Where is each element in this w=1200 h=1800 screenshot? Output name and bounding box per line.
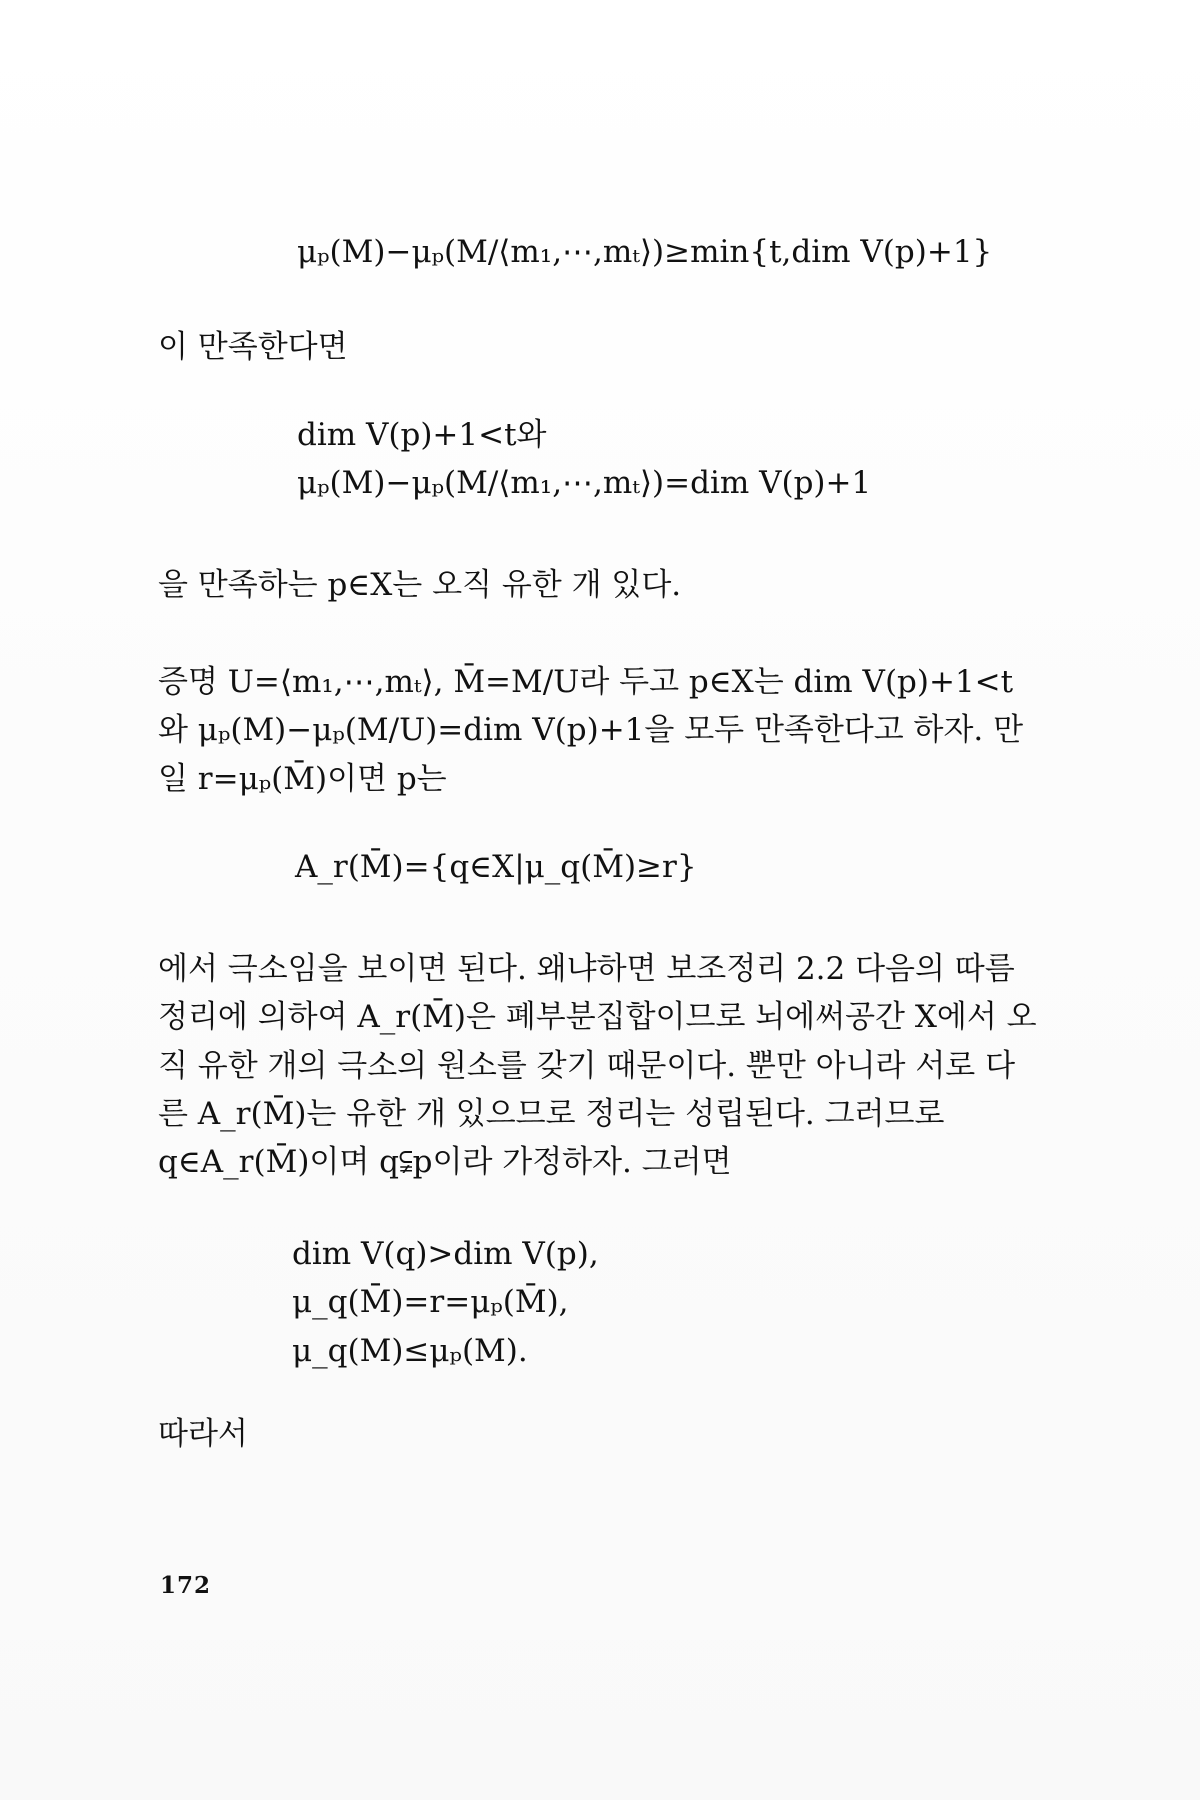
paragraph-2 xyxy=(158,561,1043,609)
equation-1 xyxy=(297,228,992,276)
equation-1-line: μₚ(M)−μₚ(M/⟨m₁,⋯,mₜ⟩)≥min{t,dim V(p)+1} xyxy=(297,234,993,270)
paragraph-4-text: 에서 극소임을 보이면 된다. 왜냐하면 보조정리 2.2 다음의 따름정리에 의하여 A_r(M̄)은 폐부분집합이므로 뇌에써공간 X에서 오직 유한 개의 극소의 원소를 갖기 때문이다. 뿐만 아니라 서로 다른 A_r(M̄)는 유한 개 있으므로 정리는 성립된다. 그러므로 q∈A_r(M̄)이며 q⫋p이라 가정하자. 그러면 xyxy=(158,951,1037,1181)
paragraph-5 xyxy=(158,1410,1043,1458)
equation-4-line-2: μ_q(M̄)=r=μₚ(M̄), xyxy=(292,1284,569,1321)
equation-4 xyxy=(292,1230,599,1375)
equation-2-line-1: dim V(p)+1<t와 xyxy=(297,417,547,453)
equation-4-line-3: μ_q(M)≤μₚ(M). xyxy=(292,1332,528,1369)
paragraph-2-text: 을 만족하는 p∈X는 오직 유한 개 있다. xyxy=(158,567,682,603)
paragraph-4 xyxy=(158,945,1043,1187)
paragraph-5-text: 따라서 xyxy=(158,1416,248,1452)
equation-3-line: A_r(M̄)={q∈X|μ_q(M̄)≥r} xyxy=(295,849,697,885)
paragraph-1-text: 이 만족한다면 xyxy=(158,329,348,365)
paragraph-1 xyxy=(158,323,1043,371)
paragraph-3 xyxy=(158,658,1043,803)
equation-2 xyxy=(297,411,871,508)
page-number: 172 xyxy=(160,1572,212,1599)
equation-3 xyxy=(295,843,697,891)
equation-2-line-2: μₚ(M)−μₚ(M/⟨m₁,⋯,mₜ⟩)=dim V(p)+1 xyxy=(297,465,872,502)
equation-4-line-1: dim V(q)>dim V(p), xyxy=(292,1236,599,1272)
paragraph-3-text: 증명 U=⟨m₁,⋯,mₜ⟩, M̄=M/U라 두고 p∈X는 dim V(p)+1<t와 μₚ(M)−μₚ(M/U)=dim V(p)+1을 모두 만족한다고 하자. 만일 r=μₚ(M̄)이면 p는 xyxy=(158,664,1024,797)
